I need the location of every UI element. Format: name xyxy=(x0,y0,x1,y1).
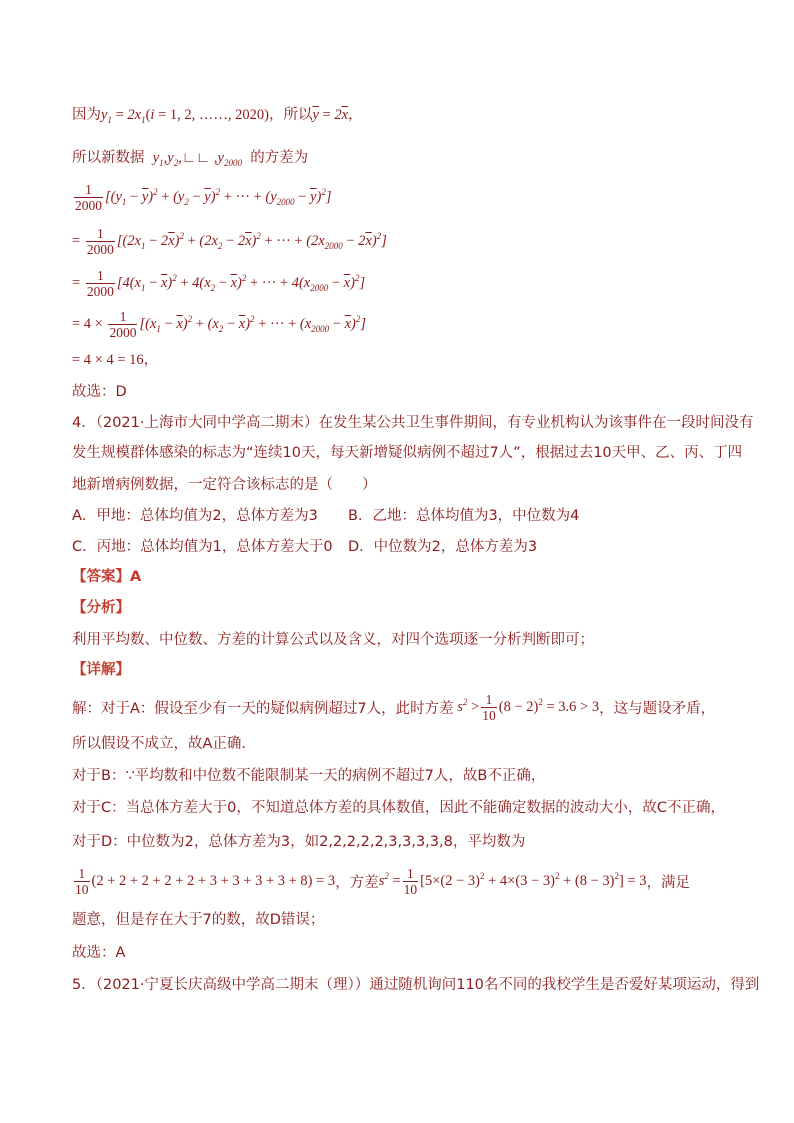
option-a: A．甲地：总体均值为2，总体方差为3 xyxy=(72,508,318,524)
option-b: B．乙地：总体均值为3，中位数为4 xyxy=(348,508,580,524)
option-c: C．丙地：总体均值为1，总体方差大于0 xyxy=(72,539,333,555)
detail-tag: 【详解】 xyxy=(72,662,130,678)
question-5-line-1: 5．（2021·宁夏长庆高级中学高二期末（理））通过随机询问110名不同的我校学生是否爱好某项运动，得到 xyxy=(72,977,760,993)
solution-a-line-1: 解：对于A：假设至少有一天的疑似病例超过7人，此时方差 $s^2$ > $\frac{1}{10}$ $(8 - 2)^2 = 3.6 > 3$ ，这与题设矛盾， xyxy=(72,691,716,723)
choice-a: 故选：A xyxy=(72,945,126,961)
option-d: D．中位数为2，总体方差为3 xyxy=(348,539,538,555)
formula-new-data-list: $y_1,y_2,∟∟$ $,y_{2000}$ xyxy=(149,150,242,168)
formula-mean-relation: $\overline{y} = 2\overline{x}$ xyxy=(312,107,349,123)
line-new-data: 所以新数据 $y_1,y_2,∟∟$ $,y_{2000}$ 的方差为 xyxy=(72,150,309,168)
question-4-line-3: 地新增病例数据，一定符合该标志的是（ ） xyxy=(72,477,377,493)
solution-c: 对于C：当总体方差大于0，不知道总体方差的具体数值，因此不能确定数据的波动大小，故C不正确， xyxy=(72,800,725,816)
equation-step-4: = 4 × $\frac{1}{2000}$ [$(x_1 - \overline{x})^2 + (x_2 - \overline{x})^2$ + ··· + $(x_{2000} - \overline{x})^2$] xyxy=(72,308,367,340)
solution-d-line-3: 题意，但是存在大于7的数，故D错误； xyxy=(72,912,325,928)
equation-variance-y: $\frac{1}{2000}$ [$(y_1 - \overline{y})^2 + (y_2 - \overline{y})^2$ + ··· + $(y_{2000} - \overline{y})^2$] xyxy=(75,181,332,213)
choice-d: 故选：D xyxy=(72,384,127,400)
question-4-line-1: 4．（2021·上海市大同中学高二期末）在发生某公共卫生事件期间，有专业机构认为该事件在一段时间没有 xyxy=(72,415,754,431)
answer-line xyxy=(72,567,141,587)
answer-value: A xyxy=(130,569,142,585)
analysis-tag: 【分析】 xyxy=(72,600,130,616)
answer-tag: 【答案】 xyxy=(72,569,130,585)
solution-d-line-1: 对于D：中位数为2，总体方差为3，如2,2,2,2,2,3,3,3,3,8，平均数为 xyxy=(72,834,526,850)
equation-step-2: = $\frac{1}{2000}$ [$(2x_1 - 2\overline{x})^2 + (2x_2 - 2\overline{x})^2$ + ··· + $(2x_{2000} - 2\overline{x})^2$] xyxy=(72,225,387,257)
question-4-line-2: 发生规模群体感染的标志为“连续10天，每天新增疑似病例不超过7人”，根据过去10天甲、乙、丙、丁四 xyxy=(72,445,743,461)
line-because: 因为$y_1 = 2x_1(i = 1$, 2, ……, 2020)，所以$\overline{y} = 2\overline{x}$， xyxy=(72,107,363,125)
solution-b: 对于B：∵平均数和中位数不能限制某一天的病例不超过7人，故B不正确， xyxy=(72,768,546,784)
equation-result: = 4 × 4 = 16， xyxy=(72,352,159,368)
equation-step-3: = $\frac{1}{2000}$ [$4(x_1 - \overline{x})^2 + 4(x_2 - \overline{x})^2$ + ··· + $4(x_{2000} - \overline{x})^2$] xyxy=(72,267,366,299)
solution-d-line-2: $\frac{1}{10}$ (2 + 2 + 2 + 2 + 2 + 3 + 3 + 3 + 3 + 8) = 3 ，方差 $s^2$ = $\frac{1}{10}$ $[5\times(2 - 3)^2 + 4\times(3 - 3)^2 + (8 - 3)^2] = 3$ ，满足 xyxy=(75,865,690,897)
solution-a-line-2: 所以假设不成立，故A正确． xyxy=(72,736,256,752)
formula-y-eq-2x: $y_1 = 2x_1(i = 1$, 2, ……, 2020) xyxy=(101,107,269,125)
analysis-text: 利用平均数、中位数、方差的计算公式以及含义，对四个选项逐一分析判断即可； xyxy=(72,632,594,648)
